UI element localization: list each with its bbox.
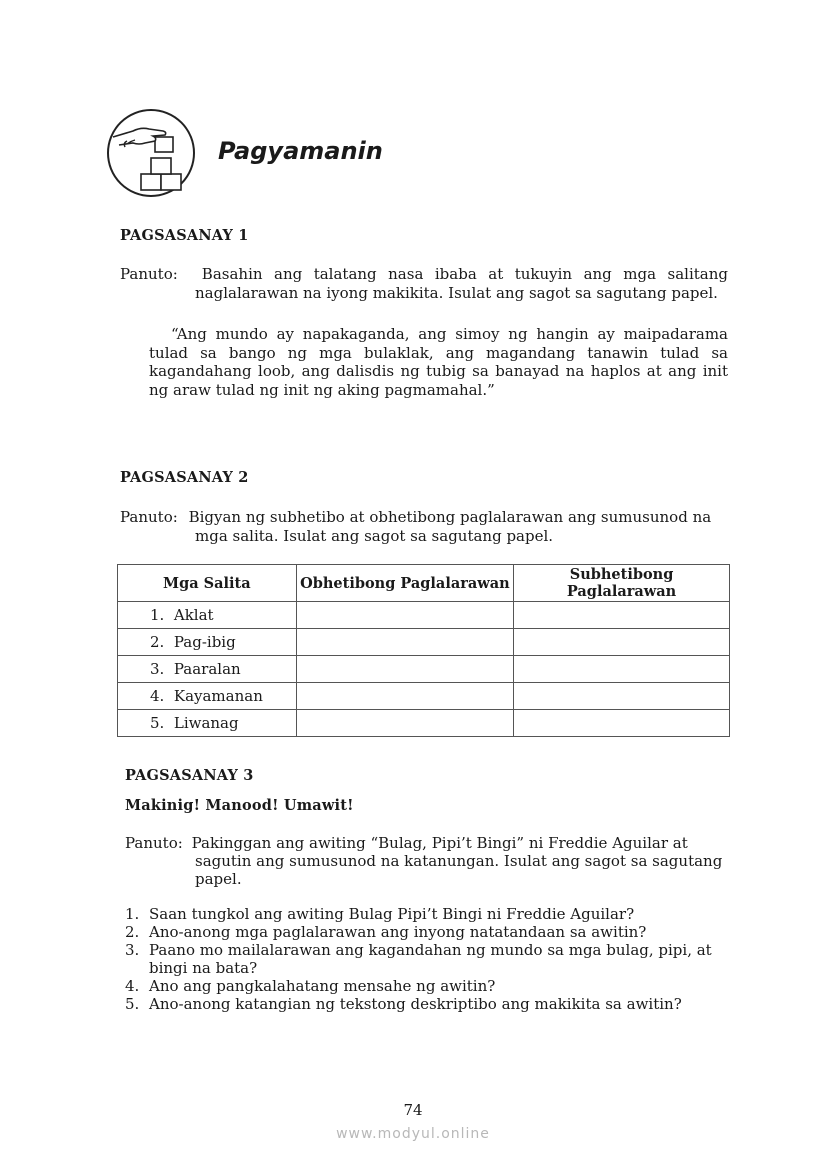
table-row	[118, 629, 730, 656]
exercise3-subheading: Makinig! Manood! Umawit!	[125, 797, 354, 814]
table-row	[118, 710, 730, 737]
table-header-words: Mga Salita	[118, 565, 297, 602]
table-cell-word: 1. Aklat	[118, 602, 297, 629]
list-item: 1. Saan tungkol ang awiting Bulag Pipi’t Bingi ni Freddie Aguilar?	[125, 905, 635, 923]
table-cell-subjective[interactable]	[514, 602, 730, 629]
hand-stacking-blocks-icon	[105, 107, 197, 199]
question-list	[125, 905, 715, 1013]
table-row	[118, 602, 730, 629]
table-cell-subjective[interactable]	[514, 710, 730, 737]
table-cell-word: 2. Pag-ibig	[118, 629, 297, 656]
list-item: 4. Ano ang pangkalahatang mensahe ng awitin?	[125, 977, 496, 995]
table-cell-objective[interactable]	[296, 683, 513, 710]
instruction-line2: mga salita. Isulat ang sagot sa sagutang papel.	[195, 527, 554, 545]
exercise3-instruction	[125, 834, 735, 888]
table-header-objective: Obhetibong Paglalarawan	[296, 565, 513, 602]
watermark: www.modyul.online	[336, 1126, 490, 1142]
table-cell-subjective[interactable]	[514, 656, 730, 683]
description-table	[117, 564, 730, 737]
exercise1-instruction	[120, 265, 728, 303]
instruction-line2: naglalarawan na iyong makikita. Isulat ang sagot sa sagutang papel.	[195, 284, 718, 302]
instruction-label: Panuto:	[125, 834, 183, 852]
table-cell-objective[interactable]	[296, 656, 513, 683]
instruction-line2: sagutin ang sumusunod na katanungan. Isulat ang sagot sa sagutang	[195, 852, 723, 870]
exercise1-passage: “Ang mundo ay napakaganda, ang simoy ng hangin ay maipadarama tulad sa bango ng mga bulaklak, ang magandang tanawin tulad sa kagandahang loob, ang dalisdis ng tubig sa banayad na haplos at ang init ng araw tulad ng init ng aking pagmamahal.”	[149, 325, 728, 399]
section-title: Pagyamanin	[218, 137, 383, 165]
instruction-label: Panuto:	[120, 508, 178, 526]
section-icon-wrapper	[105, 107, 197, 199]
instruction-line3: papel.	[195, 870, 242, 888]
table-cell-objective[interactable]	[296, 629, 513, 656]
exercise2-heading: PAGSASANAY 2	[120, 469, 249, 486]
table-cell-subjective[interactable]	[514, 683, 730, 710]
list-item: 2. Ano-anong mga paglalarawan ang inyong natatandaan sa awitin?	[125, 923, 647, 941]
table-cell-word: 4. Kayamanan	[118, 683, 297, 710]
table-header-row	[118, 565, 730, 602]
table-cell-word: 5. Liwanag	[118, 710, 297, 737]
exercise2-instruction	[120, 508, 720, 546]
instruction-line1: Bigyan ng subhetibo at obhetibong paglalarawan ang sumusunod na	[188, 508, 712, 526]
instruction-label: Panuto:	[120, 265, 178, 283]
exercise3-heading: PAGSASANAY 3	[125, 767, 254, 784]
instruction-line1: Basahin ang talatang nasa ibaba at tukuyin ang mga salitang	[201, 265, 728, 283]
table-cell-objective[interactable]	[296, 602, 513, 629]
exercise1-heading: PAGSASANAY 1	[120, 227, 249, 244]
table-row	[118, 683, 730, 710]
instruction-line1: Pakinggan ang awiting “Bulag, Pipi’t Bingi” ni Freddie Aguilar at	[191, 834, 688, 852]
table-row	[118, 656, 730, 683]
table-cell-objective[interactable]	[296, 710, 513, 737]
list-item: 3. Paano mo mailalarawan ang kagandahan ng mundo sa mga bulag, pipi, at bingi na bata?	[125, 941, 712, 977]
table-cell-subjective[interactable]	[514, 629, 730, 656]
page-number: 74	[403, 1101, 423, 1119]
table-header-subjective: Subhetibong Paglalarawan	[514, 565, 730, 602]
list-item: 5. Ano-anong katangian ng tekstong deskriptibo ang makikita sa awitin?	[125, 995, 682, 1013]
table-cell-word: 3. Paaralan	[118, 656, 297, 683]
